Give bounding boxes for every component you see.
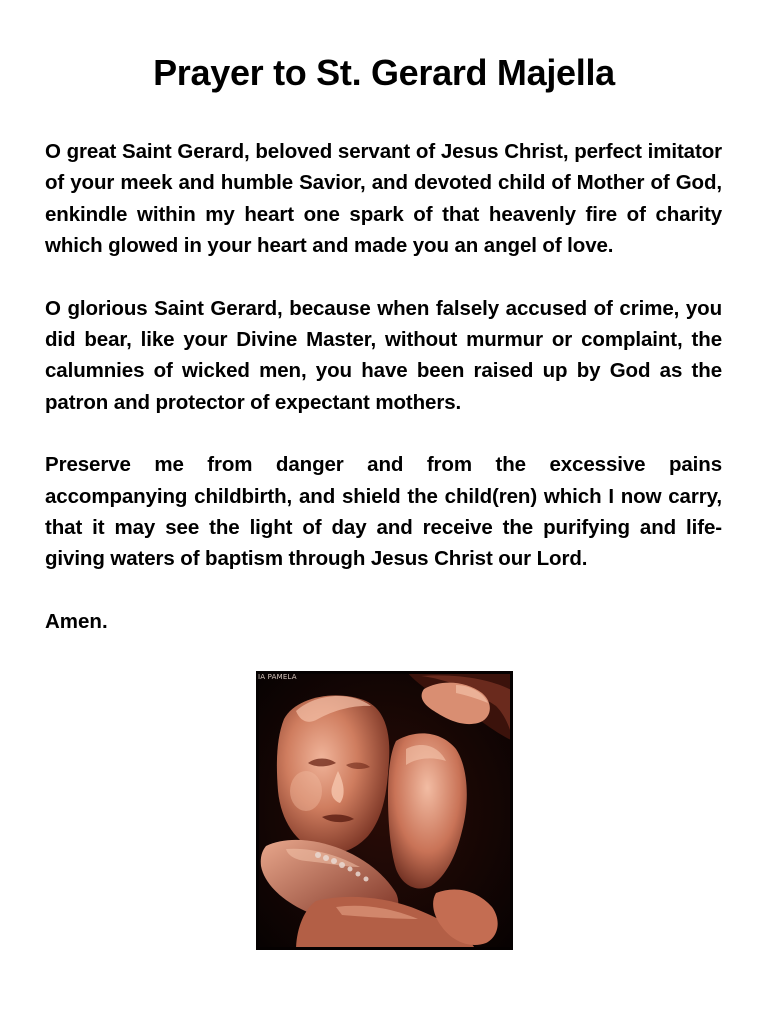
ultrasound-image [256,671,513,950]
prayer-body [45,136,722,637]
prayer-closing: Amen. [45,609,108,633]
prayer-paragraph-3: Preserve me from danger and from the excessive pains accompanying childbirth, and shield the child(ren) which I now carry, that it may see the light of day and receive the purifying and life-giving waters of baptism through Jesus Christ our Lord. [45,453,722,571]
ultrasound-illustration [256,671,513,950]
page-title: Prayer to St. Gerard Majella [153,52,615,93]
prayer-paragraph-1: O great Saint Gerard, beloved servant of Jesus Christ, perfect imitator of your meek and humble Savior, and devoted child of Mother of God, enkindle within my heart one spark of that heavenly fire of charity which glowed in your heart and made you an angel of love. [45,140,722,258]
ultrasound-caption: IA PAMELA [258,673,297,681]
prayer-paragraph-2: O glorious Saint Gerard, because when falsely accused of crime, you did bear, like your Divine Master, without murmur or complaint, the calumnies of wicked men, you have been raised up by God as the patron and protector of expectant mothers. [45,296,722,414]
